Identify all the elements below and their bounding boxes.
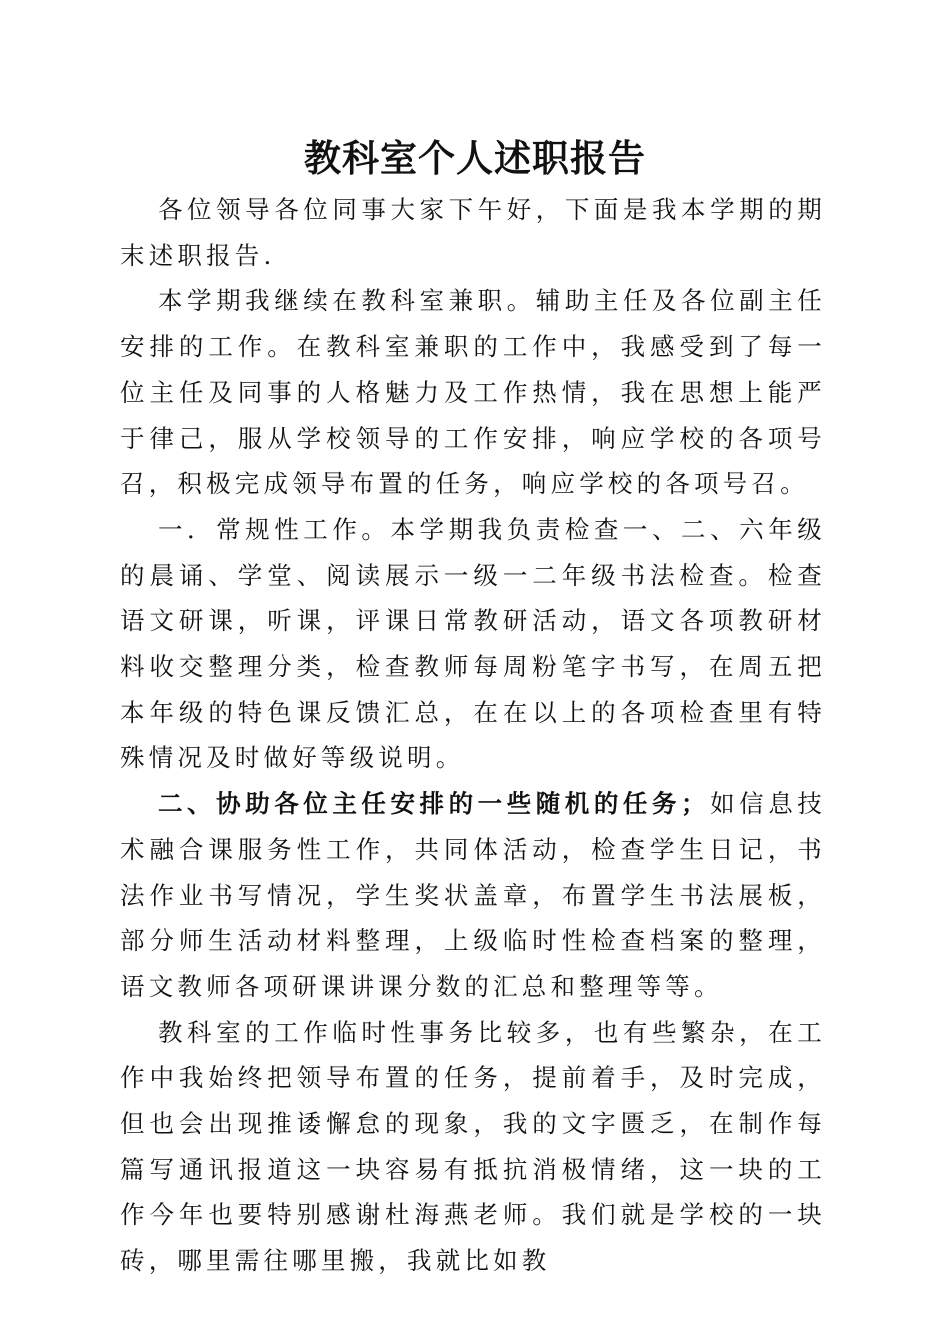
- document-body: [120, 187, 826, 1284]
- paragraph-assist-tasks: [120, 781, 826, 1010]
- paragraph-text: 本学期我继续在教科室兼职。辅助主任及各位副主任安排的工作。在教科室兼职的工作中，我感受到了每一位主任及同事的人格魅力及工作热情，我在思想上能严于律己，服从学校领导的工作安排，响应学校的各项号召，积极完成领导布置的任务，响应学校的各项号召。: [120, 286, 826, 499]
- paragraph-bold-heading: 二、协助各位主任安排的一些随机的任务；: [158, 789, 710, 819]
- paragraph-overview: [120, 278, 826, 507]
- paragraph-text: 各位领导各位同事大家下午好，下面是我本学期的期末述职报告.: [120, 195, 826, 270]
- paragraph-reflection: [120, 1010, 826, 1284]
- paragraph-text: 如信息技术融合课服务性工作，共同体活动，检查学生日记，书法作业书写情况，学生奖状盖章，布置学生书法展板，部分师生活动材料整理，上级临时性检查档案的整理，语文教师各项研课讲课分数的汇总和整理等等。: [120, 789, 826, 1001]
- paragraph-routine-work: [120, 507, 826, 781]
- paragraph-text: 一．常规性工作。本学期我负责检查一、二、六年级的晨诵、学堂、阅读展示一级一二年级书法检查。检查语文研课，听课，评课日常教研活动，语文各项教研材料收交整理分类，检查教师每周粉笔字书写，在周五把本年级的特色课反馈汇总，在在以上的各项检查里有特殊情况及时做好等级说明。: [120, 514, 826, 773]
- paragraph-text: 教科室的工作临时性事务比较多，也有些繁杂，在工作中我始终把领导布置的任务，提前着手，及时完成，但也会出现推诿懈怠的现象，我的文字匮乏，在制作每篇写通讯报道这一块容易有抵抗消极情绪，这一块的工作今年也要特别感谢杜海燕老师。我们就是学校的一块砖，哪里需往哪里搬，我就比如教: [120, 1017, 826, 1276]
- paragraph-greeting: [120, 187, 826, 278]
- document-title: 教科室个人述职报告: [304, 136, 646, 180]
